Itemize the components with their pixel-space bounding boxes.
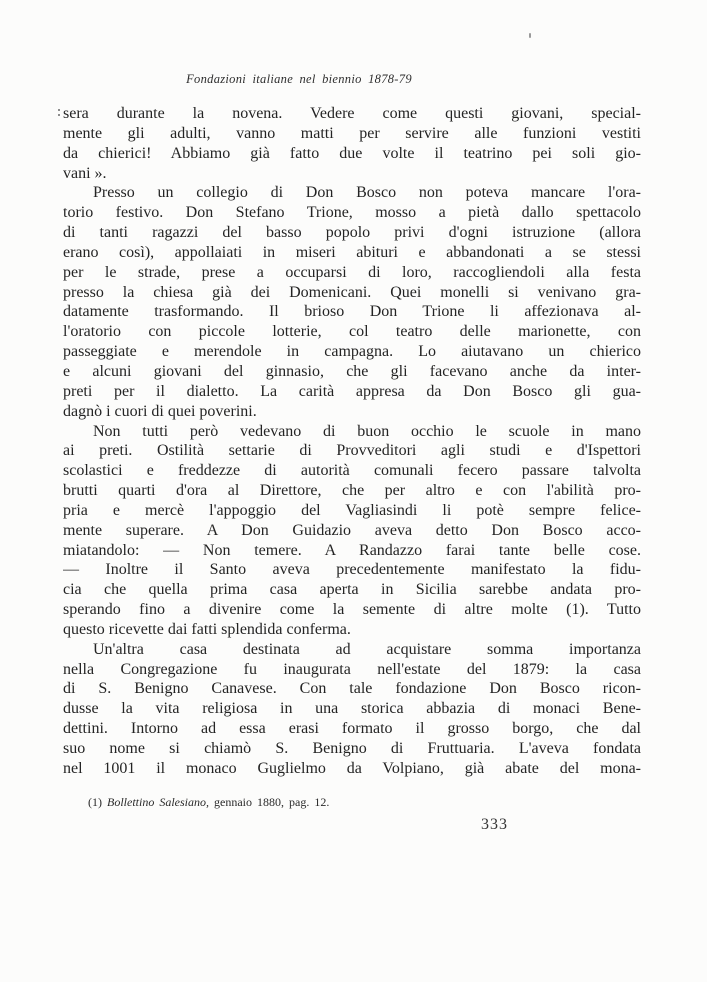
footnote [63,795,641,810]
paragraph [63,422,641,640]
text-line: pria e mercè l'appoggio del Vagliasindi li potè sempre felice- [63,501,641,519]
scan-speck [529,33,531,38]
text-line: nel 1001 il monaco Guglielmo da Volpiano, già abate del mona- [63,759,641,777]
text-line: di S. Benigno Canavese. Con tale fondazione Don Bosco ricon- [63,680,641,698]
text-line: suo nome si chiamò S. Benigno di Fruttuaria. L'aveva fondata [63,740,641,757]
text-line: preti per il dialetto. La carità appresa da Don Bosco gli gua- [63,382,641,400]
page-number: 333 [481,816,508,833]
text-line: di tanti ragazzi del basso popolo privi d'ogni istruzione (allora [63,224,641,242]
text-line: cia che quella prima casa aperta in Sicilia sarebbe andata pro- [63,581,641,599]
text-line: torio festivo. Don Stefano Trione, mosso a pietà dallo spettacolo [63,204,641,222]
text-line: nella Congregazione fu inaugurata nell'estate del 1879: la casa [63,660,641,678]
text-line: dagnò i cuori di quei poverini. [63,402,257,420]
text-line: presso la chiesa già dei Domenicani. Quei monelli si venivano gra- [63,283,641,301]
text-line: Non tutti però vedevano di buon occhio le scuole in mano [93,422,641,440]
text-line: ai preti. Ostilità settarie di Provveditori agli studi e d'Ispettori [63,442,641,460]
text-line: — Inoltre il Santo aveva precedentemente manifestato la fidu- [63,561,641,579]
text-line: dettini. Intorno ad essa erasi formato il grosso borgo, che dal [63,720,641,738]
text-line: brutti quarti d'ora al Direttore, che per altro e con l'abilità pro- [63,482,641,500]
text-line: questo ricevette dai fatti splendida conferma. [63,620,351,638]
text-line: dusse la vita religiosa in una storica abbazia di monaci Bene- [63,700,641,718]
text-line: sperando fino a divenire come la semente di altre molte (1). Tutto [63,601,641,619]
text-line: da chierici! Abbiamo già fatto due volte il teatrino pei soli gio- [63,144,641,162]
text-line: datamente trasformando. Il brioso Don Trione li affezionava al- [63,303,641,321]
footnote-source: Bollettino Salesiano, [107,795,209,809]
footnote-text: gennaio 1880, pag. 12. [214,795,330,809]
text-line: per le strade, prese a occuparsi di loro, raccogliendoli alla festa [63,263,641,281]
text-line: mente superare. A Don Guidazio aveva detto Don Bosco acco- [63,521,641,539]
footnote-marker: (1) [88,795,102,809]
text-block [63,104,641,779]
paragraph [63,640,641,779]
text-line: Presso un collegio di Don Bosco non poteva mancare l'ora- [93,184,641,202]
text-line: Un'altra casa destinata ad acquistare somma importanza [93,640,641,658]
text-line: scolastici e freddezze di autorità comunali fecero passare talvolta [63,462,641,480]
text-line: sera durante la novena. Vedere come questi giovani, special- [63,105,641,122]
text-line: l'oratorio con piccole lotterie, col teatro delle marionette, con [63,323,641,341]
text-line: e alcuni giovani del ginnasio, che gli facevano anche da inter- [63,362,641,380]
text-line: mente gli adulti, vanno matti per servire alle funzioni vestiti [63,124,641,142]
text-line: erano così), appollaiati in miseri abituri e abbandonati a se stessi [63,243,641,261]
running-header: Fondazioni italiane nel biennio 1878-79 [186,72,412,86]
text-line: passeggiate e merendole in campagna. Lo aiutavano un chierico [63,343,641,361]
scan-artifact [58,108,61,118]
paragraph [63,104,641,183]
text-line: vani ». [63,164,107,182]
paragraph [63,183,641,421]
text-line: miatandolo: — Non temere. A Randazzo farai tante belle cose. [63,541,641,559]
